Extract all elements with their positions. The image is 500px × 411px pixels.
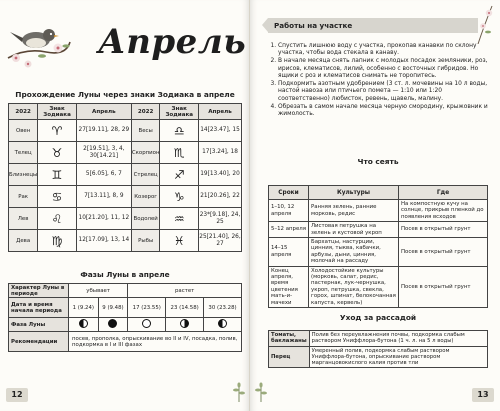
work-list <box>268 43 488 119</box>
zodiac-glyph: ♊ <box>38 164 77 186</box>
col-header: Знак Зодиака <box>38 104 77 120</box>
care-heading: Уход за рассадой <box>339 313 417 322</box>
sow-crops: Холодостойкие культуры (морковь, салат, редис, пастернак, лук-чернушка, укроп, петрушка, свекла, горох, шпинат, белокочанная капуста, кервель) <box>309 266 399 307</box>
table-row <box>9 164 242 186</box>
phase-symbol-cell <box>98 318 128 332</box>
list-item: 1. Спустить лишнюю воду с участка, прокопав канавки по склону участка, чтобы вода стекала в канаву. <box>278 43 488 58</box>
phase-symbol-cell <box>128 318 166 332</box>
col-header: Сроки <box>269 186 309 200</box>
crop-cell: Томаты, баклажаны <box>269 331 310 347</box>
sow-where: Посев в открытый грунт <box>399 222 488 238</box>
phase-symbol-cell <box>69 318 99 332</box>
sign-name: Близнецы <box>9 164 38 186</box>
sow-where: На компостную кучу на солнце, прикрыв пленкой до появления всходов <box>399 200 488 222</box>
moon-days: 2[19.51], 3, 4, 30[14.21] <box>76 142 131 164</box>
zodiac-glyph: ♎ <box>160 120 199 142</box>
moon-days: 17[3.24], 18 <box>199 142 242 164</box>
sign-name: Скорпион <box>131 142 160 164</box>
zodiac-glyph: ♍ <box>38 230 77 252</box>
sow-crops: Бархатцы, настурции, цинния, тыква, кабачки, арбузы, дыни, цинния, молочай на рассаду <box>309 238 399 267</box>
phase-symbol-cell <box>204 318 242 332</box>
moon-days: 10[21.20], 11, 12 <box>76 208 131 230</box>
list-item: 2. В начале месяца снять лапник с молодых посадок земляники, роз, ирисов, клематисов, лилий, особенно с восточных гибридов. Но ящики с роз и клематисов снимать не торопитесь. <box>278 58 488 80</box>
sow-crops: Листовая петрушка на зелень и кустовой укроп <box>309 222 399 238</box>
sign-name: Рыбы <box>131 230 160 252</box>
table-row <box>269 222 488 238</box>
last-quarter-moon-icon <box>180 319 189 328</box>
moon-days: 27[19.11], 28, 29 <box>76 120 131 142</box>
moon-days: 5[6.05], 6, 7 <box>76 164 131 186</box>
table-row <box>9 142 242 164</box>
sign-name: Весы <box>131 120 160 142</box>
sign-name: Козерог <box>131 186 160 208</box>
full-moon-icon <box>142 319 151 328</box>
phase-date: 9 (9.48) <box>98 298 128 318</box>
moon-days: 25[21.40], 26, 27 <box>199 230 242 252</box>
seedling-care-table <box>268 330 488 368</box>
waxing-cell: растет <box>128 284 242 298</box>
rec-text: посев, прополка, опрыскивание во II и IV, посадка, полив, подкормка в I и III фазах <box>69 332 242 352</box>
sow-when: Конец апреля, время цветения мать-и-мачехи <box>269 266 309 307</box>
rec-label: Рекомендации <box>9 332 69 352</box>
table-row <box>9 186 242 208</box>
col-header: Знак Зодиака <box>160 104 199 120</box>
moon-days: 19[13.40], 20 <box>199 164 242 186</box>
sow-where: Посев в открытый грунт <box>399 266 488 307</box>
col-header: Апрель <box>76 104 131 120</box>
zodiac-glyph: ♉ <box>38 142 77 164</box>
moon-days: 21[20.26], 22 <box>199 186 242 208</box>
col-header: 2022 <box>9 104 38 120</box>
zodiac-glyph: ♒ <box>160 208 199 230</box>
first-quarter-moon-icon <box>79 319 88 328</box>
zodiac-glyph: ♐ <box>160 164 199 186</box>
zodiac-glyph: ♌ <box>38 208 77 230</box>
sign-name: Дева <box>9 230 38 252</box>
waning-cell: убывает <box>69 284 128 298</box>
table-row <box>269 238 488 267</box>
sign-name: Водолей <box>131 208 160 230</box>
phase-symbol-cell <box>166 318 204 332</box>
right-page <box>250 0 500 411</box>
phase-date: 1 (9.24) <box>69 298 99 318</box>
moon-days: 23*[9.18], 24, 25 <box>199 208 242 230</box>
care-text: Умеренный полив, подкормка слабым раствором Униффлора-бутона, опрыскивание раствором марганцовокислого калия против тли <box>309 346 487 368</box>
zodiac-heading: Прохождение Луны через знаки Зодиака в апреле <box>15 90 235 99</box>
phase-char-label: Характер Луны в периоде <box>9 284 69 298</box>
sign-name: Рак <box>9 186 38 208</box>
table-row <box>269 266 488 307</box>
table-row <box>9 120 242 142</box>
sow-when: 14–15 апреля <box>269 238 309 267</box>
page-number: 12 <box>6 388 28 402</box>
phase-label: Фаза Луны <box>9 318 69 332</box>
bird-on-branch-illustration <box>6 8 72 74</box>
new-moon-icon <box>108 319 117 328</box>
care-text: Полив без переувлажнения почвы, подкормка слабым раствором Униффлора-бутона (1 ч. л. на 5 л воды) <box>309 331 487 347</box>
phase-date: 17 (23.55) <box>128 298 166 318</box>
leaf-sprig-icon <box>254 382 268 402</box>
zodiac-glyph: ♈ <box>38 120 77 142</box>
blossom-sprig-icon <box>474 4 496 44</box>
table-row <box>9 230 242 252</box>
sign-name: Стрелец <box>131 164 160 186</box>
zodiac-table <box>8 103 242 252</box>
phase-date-label: Дата и время начала периода <box>9 298 69 318</box>
sow-crops: Ранняя зелень, ранние морковь, редис <box>309 200 399 222</box>
moon-phase-table <box>8 283 242 352</box>
col-header: Апрель <box>199 104 242 120</box>
list-item: 3. Подкормить азотным удобрением (3 ст. л. мочевины на 10 л воды, настой навоза или птичьего помета — 1:10 или 1:20 соответственно) любисток, ревень, щавель, малину. <box>278 81 488 103</box>
sow-when: 1–10, 12 апреля <box>269 200 309 222</box>
sow-table <box>268 185 488 308</box>
col-header: Культуры <box>309 186 399 200</box>
zodiac-glyph: ♑ <box>160 186 199 208</box>
sow-where: Посев в открытый грунт <box>399 238 488 267</box>
sign-name: Лев <box>9 208 38 230</box>
leaf-sprig-icon <box>232 382 246 402</box>
zodiac-glyph: ♓ <box>160 230 199 252</box>
col-header: Где <box>399 186 488 200</box>
table-row <box>269 200 488 222</box>
sow-heading: Что сеять <box>357 157 399 166</box>
list-item: 4. Обрезать в самом начале месяца черную смородину, крыжовник и жимолость. <box>278 104 488 119</box>
phase-date: 23 (14.58) <box>166 298 204 318</box>
moon-days: 14[23.47], 15 <box>199 120 242 142</box>
col-header: 2022 <box>131 104 160 120</box>
work-heading: Работы на участке <box>268 18 478 33</box>
sign-name: Телец <box>9 142 38 164</box>
page-title: Апрель <box>98 22 247 62</box>
zodiac-glyph: ♏ <box>160 142 199 164</box>
zodiac-glyph: ♋ <box>38 186 77 208</box>
crop-cell: Перец <box>269 346 310 368</box>
sign-name: Овен <box>9 120 38 142</box>
phase-date: 30 (23.28) <box>204 298 242 318</box>
first-quarter-moon-icon <box>218 319 227 328</box>
phase-heading: Фазы Луны в апреле <box>80 270 170 279</box>
table-row <box>9 208 242 230</box>
page-number: 13 <box>472 388 494 402</box>
sow-when: 5–12 апреля <box>269 222 309 238</box>
moon-days: 12[17.09], 13, 14 <box>76 230 131 252</box>
moon-days: 7[13.11], 8, 9 <box>76 186 131 208</box>
